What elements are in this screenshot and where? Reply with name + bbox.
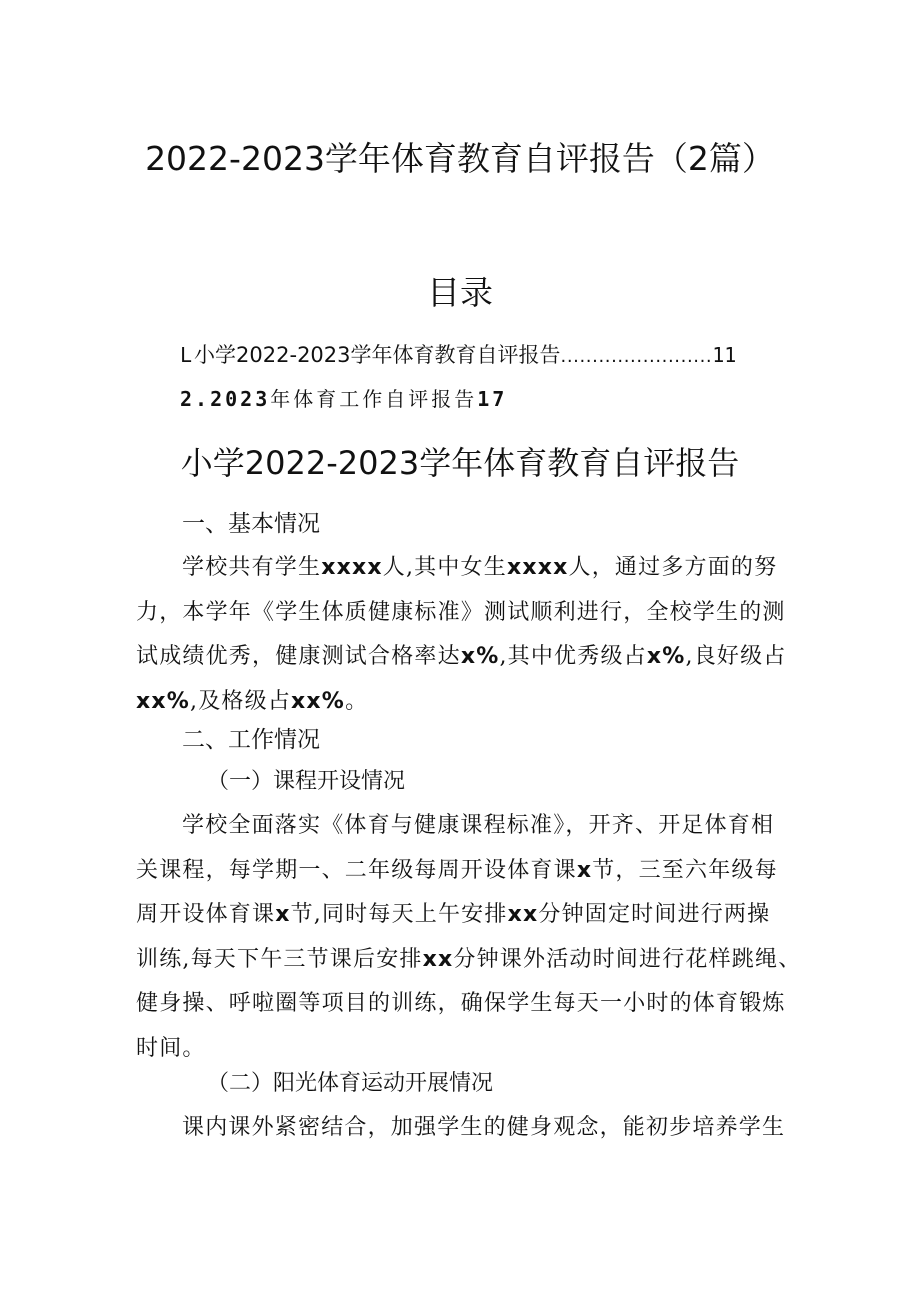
- section-heading-basic: 一、基本情况: [182, 511, 320, 537]
- toc-entry-2-label: 年体育工作自评报告: [270, 387, 478, 411]
- paragraph-line: 周开设体育课x节,同时每天上午安排xx分钟固定时间进行两操: [136, 902, 771, 927]
- toc-entry-1-page: 11: [712, 343, 737, 367]
- paragraph-basic-situation: [136, 546, 788, 724]
- section-heading-work: 二、工作情况: [182, 727, 320, 753]
- paragraph-line: 训练,每天下午三节课后安排xx分钟课外活动时间进行花样跳绳、: [136, 946, 802, 972]
- paragraph-sunshine-sports: [136, 1106, 788, 1151]
- toc-entry-1-prefix: L: [180, 343, 193, 367]
- paragraph-line: 时间。: [136, 1035, 206, 1061]
- toc-entry-2[interactable]: [180, 384, 507, 414]
- paragraph-line: 课内课外紧密结合，加强学生的健身观念，能初步培养学生: [182, 1115, 786, 1140]
- paragraph-line: 关课程，每学期一、二年级每周开设体育课x节，三至六年级每: [136, 857, 778, 883]
- paragraph-line: 力，本学年《学生体质健康标准》测试顺利进行，全校学生的测: [136, 599, 786, 625]
- subsection-heading-sunshine-sports: （二）阳光体育运动开展情况: [207, 1071, 494, 1096]
- subsection-heading-courses: （一）课程开设情况: [207, 769, 406, 794]
- paragraph-courses: [136, 804, 802, 1071]
- toc-entry-2-page: 17: [477, 387, 508, 411]
- toc-entry-1[interactable]: [180, 340, 736, 372]
- toc-entry-1-label: 小学2022-2023学年体育教育自评报告: [194, 343, 561, 367]
- toc-heading: 目录: [427, 273, 493, 312]
- paragraph-line: 健身操、呼啦圈等项目的训练，确保学生每天一小时的体育锻炼: [136, 991, 786, 1016]
- paragraph-line: 试成绩优秀，健康测试合格率达x%,其中优秀级占x%,良好级占: [136, 644, 787, 669]
- paragraph-line: 学校全面落实《体育与健康课程标准》，开齐、开足体育相: [182, 813, 775, 838]
- paragraph-line: xx%,及格级占xx%。: [136, 688, 369, 714]
- toc-entry-1-dots: ........................: [560, 346, 713, 367]
- report-title: 小学2022-2023学年体育教育自评报告: [180, 444, 740, 482]
- document-main-title: 2022-2023学年体育教育自评报告（2篇）: [145, 139, 775, 178]
- paragraph-line: 学校共有学生xxxx人,其中女生xxxx人，通过多方面的努: [182, 555, 778, 580]
- toc-entry-2-number: 2.2023: [180, 387, 271, 411]
